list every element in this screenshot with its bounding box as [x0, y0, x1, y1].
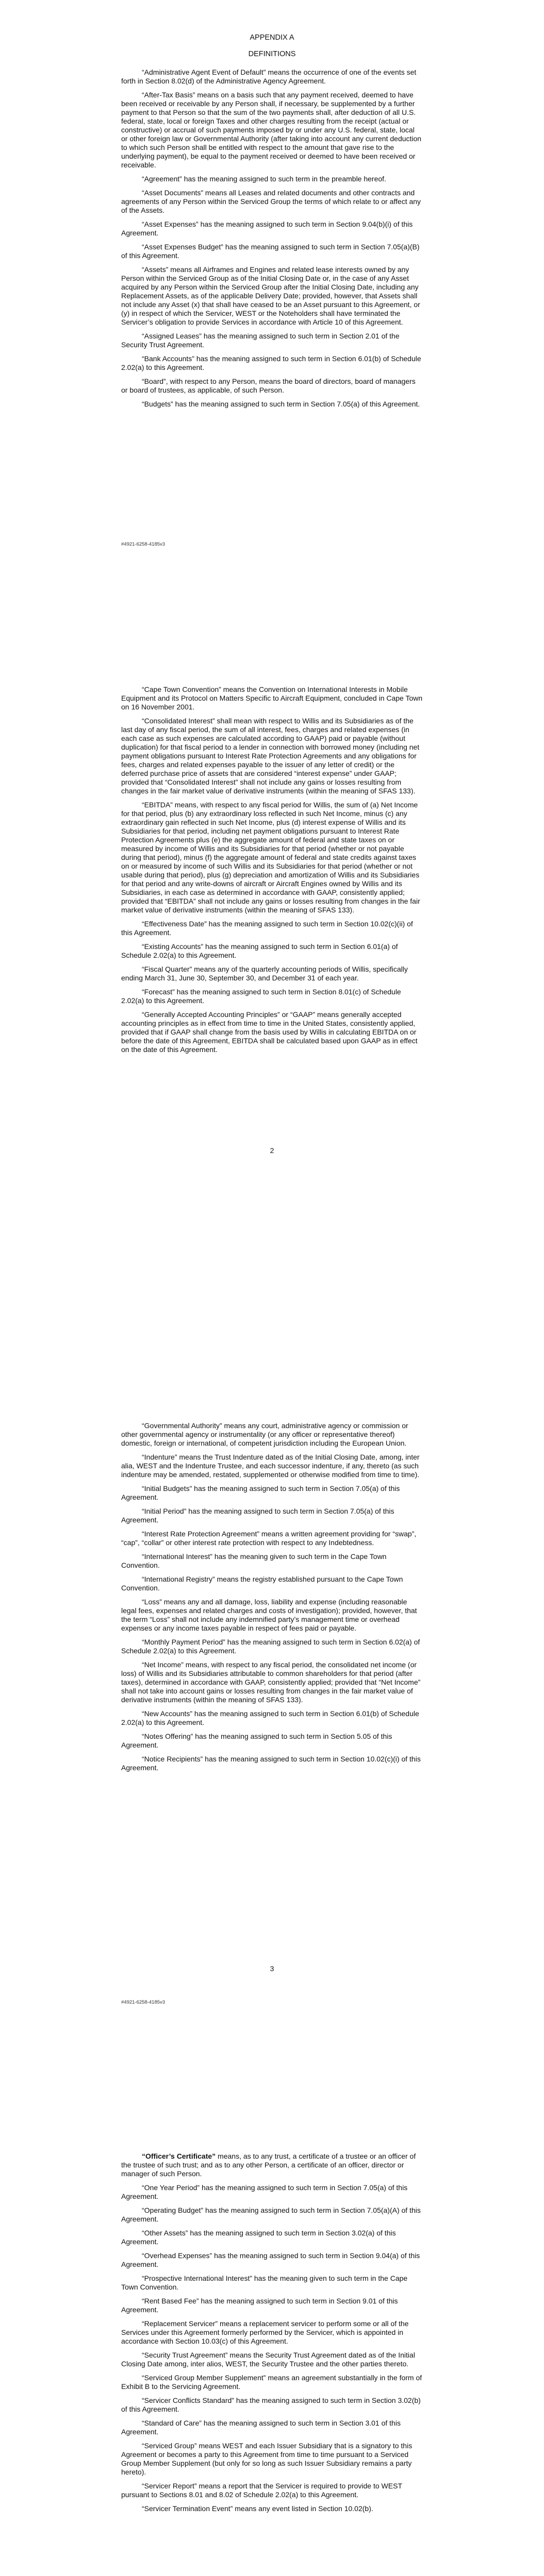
defined-term: “Asset Expenses”: [142, 220, 199, 228]
defined-term: “Overhead Expenses”: [142, 2251, 212, 2260]
defined-term: “Assets”: [142, 265, 169, 274]
defined-term: “Prospective International Interest”: [142, 2274, 252, 2282]
defined-term: “Servicer Termination Event”: [142, 2504, 233, 2513]
defined-term: “New Accounts”: [142, 1709, 193, 1718]
defined-term: “Serviced Group Member Supplement”: [142, 2374, 266, 2382]
definition-entry: [121, 91, 423, 170]
definition-entry: [121, 1732, 423, 1750]
defined-term: “Servicer Conflicts Standard”: [142, 2396, 234, 2404]
definition-text: has the meaning assigned to such term in Section 7.05(a) of this Agreement.: [121, 1507, 394, 1524]
definition-entry: [121, 189, 423, 215]
definition-text: means any court, administrative agency or commission or other governmental agency or instrumentality (or any officer or representative thereof) domestic, foreign or international, of competent jurisdiction including the European Union.: [121, 1421, 408, 1447]
page-number: 2: [270, 1146, 274, 1155]
definition-text: has the meaning assigned to such term in Section 7.05(a) of this Agreement.: [121, 2183, 408, 2200]
definition-text: means any and all damage, loss, liability and expense (including reasonable legal fees, expenses and related charges and costs of investigation); provided, however, that the term “Loss” shall not include any indemnified party’s management time or overhead expenses or any income taxes payable in respect of fees paid or payable.: [121, 1598, 417, 1632]
defined-term: “Budgets”: [142, 400, 173, 408]
definition-entry: [121, 1598, 423, 1633]
definition-text: has the meaning assigned to such term in Section 3.01 of this Agreement.: [121, 2419, 401, 2436]
defined-term: “Servicer Report”: [142, 2482, 197, 2490]
definition-entry: [121, 1709, 423, 1727]
definition-entry: [121, 2396, 423, 2414]
definition-text: has the meaning assigned to such term in Section 8.01(c) of Schedule 2.02(a) to this Agreement.: [121, 988, 401, 1005]
defined-term: “Asset Expenses Budget”: [142, 243, 223, 251]
definition-entry: [121, 2319, 423, 2346]
definition-text: means an agreement substantially in the form of Exhibit B to the Servicing Agreement.: [121, 2374, 422, 2391]
definition-entry: [121, 2297, 423, 2314]
defined-term: “After-Tax Basis”: [142, 91, 195, 99]
definition-entry: [121, 2183, 423, 2201]
definition-entry: [121, 965, 423, 982]
defined-term: “International Registry”: [142, 1575, 215, 1583]
defined-term: “Interest Rate Protection Agreement”: [142, 1530, 259, 1538]
definition-entry: [121, 1575, 423, 1592]
document-id: #4921-6258-4185v3: [121, 1999, 166, 2005]
definition-entry: [121, 2504, 423, 2513]
page-2-body: [121, 685, 423, 1059]
definitions-list: [121, 1421, 423, 1772]
definition-text: means the occurrence of one of the events set forth in Section 8.02(d) of the Administrative Agency Agreement.: [121, 68, 417, 85]
definition-text: has the meaning assigned to such term in Section 6.02(a) of Schedule 2.02(a) to this Agreement.: [121, 1638, 420, 1655]
definition-text: has the meaning assigned to such term in Section 3.02(b) of this Agreement.: [121, 2396, 421, 2413]
definition-entry: [121, 243, 423, 260]
definition-entry: [121, 942, 423, 960]
defined-term: “Standard of Care”: [142, 2419, 202, 2427]
definition-entry: [121, 1638, 423, 1655]
defined-term: “Other Assets”: [142, 2229, 188, 2237]
defined-term: “Consolidated Interest”: [142, 717, 215, 725]
definition-text: shall mean with respect to Willis and its Subsidiaries as of the last day of any fiscal period, the sum of all interest, fees, charges and related expenses (in each case as such expenses are calculated according to GAAP) paid or payable (without duplication) for that fiscal period to a lender in connection with borrowed money (including net payment obligations pursuant to Interest Rate Protection Agreements and any obligations for fees, charges and related expenses payable to the issuer of any letter of credit) or the deferred purchase price of assets that are considered “interest expense” under GAAP; provided that “Consolidated Interest” shall not include any gains or losses resulting from changes in the fair market value of derivative instruments (within the meaning of SFAS 133).: [121, 717, 420, 795]
page-1-body: [121, 33, 423, 414]
defined-term: “Cape Town Convention”: [142, 685, 221, 693]
definition-entry: [121, 920, 423, 937]
defined-term: “Security Trust Agreement”: [142, 2351, 228, 2359]
definition-text: means all Airframes and Engines and related lease interests owned by any Person within the Serviced Group as of the Initial Closing Date or, in the case of any Asset acquired by any Person within the Serviced Group after the Initial Closing Date, including any Replacement Assets, as of the applicable Delivery Date; provided, however, that Assets shall not include any Asset (x) that shall have ceased to be an Asset pursuant to this Agreement, or (y) in respect of which the Servicer, WEST or the Noteholders shall have terminated the Servicer’s obligation to provide Services in accordance with Article 10 of this Agreement.: [121, 265, 420, 326]
definition-entry: [121, 2274, 423, 2292]
definitions-list: [121, 68, 423, 409]
definition-text: means WEST and each Issuer Subsidiary that is a signatory to this Agreement or becomes a party to this Agreement from time to time pursuant to a Serviced Group Member Supplement (but only for so long as such Issuer Subsidiary remains a party hereto).: [121, 2442, 413, 2476]
definition-text: has the meaning assigned to such term in Section 7.05(a)(A) of this Agreement.: [121, 2206, 421, 2223]
definition-entry: [121, 2442, 423, 2477]
defined-term: “Bank Accounts”: [142, 354, 194, 363]
page-3-body: [121, 1421, 423, 1777]
definition-entry: [121, 175, 423, 183]
definition-text: has the meaning assigned to such term in Section 6.01(b) of Schedule 2.02(a) to this Agreement.: [121, 1709, 419, 1726]
definition-text: means the Security Trust Agreement dated as of the Initial Closing Date among, inter alios, WEST, the Security Trustee and the other parties thereto.: [121, 2351, 415, 2368]
definition-text: means all Leases and related documents and other contracts and agreements of any Person within the Serviced Group the terms of which relate to or affect any of the Assets.: [121, 189, 421, 214]
definition-entry: [121, 2419, 423, 2436]
defined-term: “Notice Recipients”: [142, 1755, 203, 1763]
definition-text: has the meaning given to such term in the Cape Town Convention.: [121, 1552, 387, 1569]
definitions-heading: DEFINITIONS: [248, 50, 296, 58]
definition-text: means the registry established pursuant to the Cape Town Convention.: [121, 1575, 403, 1592]
definition-text: has the meaning assigned to such term in Section 3.02(a) of this Agreement.: [121, 2229, 396, 2246]
defined-term: “Governmental Authority”: [142, 1421, 222, 1430]
definition-entry: [121, 377, 423, 395]
definition-text: has the meaning assigned to such term in Section 9.04(a) of this Agreement.: [121, 2251, 420, 2268]
definition-text: has the meaning assigned to such term in Section 5.05 of this Agreement.: [121, 1732, 392, 1749]
defined-term: “Serviced Group”: [142, 2442, 197, 2450]
definition-text: means, as to any trust, a certificate of a trustee or an officer of the trustee of such trust; and as to any other Person, a certificate of an officer, director or manager of such Person.: [121, 2152, 416, 2178]
definition-entry: [121, 400, 423, 409]
definition-entry: [121, 1507, 423, 1524]
definition-entry: [121, 2351, 423, 2368]
definition-text: means any event listed in Section 10.02(b).: [233, 2504, 373, 2513]
definition-text: , with respect to any Person, means the board of directors, board of managers or board of trustees, as applicable, of such Person.: [121, 377, 416, 394]
definition-entry: [121, 1421, 423, 1448]
defined-term: “Replacement Servicer”: [142, 2319, 218, 2328]
definition-entry: [121, 332, 423, 349]
definition-entry: [121, 1552, 423, 1570]
page-1: [0, 0, 544, 659]
defined-term: “Operating Budget”: [142, 2206, 204, 2214]
page-number: 3: [270, 1964, 274, 1973]
definitions-list: [121, 685, 423, 1054]
defined-term: “Forecast”: [142, 988, 175, 996]
definition-text: has the meaning assigned to such term in Section 9.01 of this Agreement.: [121, 2297, 398, 2314]
definition-entry: [121, 2374, 423, 2391]
definition-entry: [121, 2206, 423, 2224]
defined-term: “Asset Documents”: [142, 189, 204, 197]
page-3: [0, 1404, 544, 2063]
definition-text: has the meaning assigned to such term in Section 6.01(b) of Schedule 2.02(a) to this Agreement.: [121, 354, 421, 371]
definition-entry: [121, 988, 423, 1005]
definition-text: has the meaning given to such term in the Cape Town Convention.: [121, 2274, 408, 2291]
definition-text: has the meaning assigned to such term in Section 7.05(a)(B) of this Agreement.: [121, 243, 420, 260]
definition-text: has the meaning assigned to such term in Section 10.02(c)(i) of this Agreement.: [121, 1755, 421, 1772]
definition-entry: [121, 801, 423, 914]
definition-entry: [121, 717, 423, 795]
definition-entry: [121, 1660, 423, 1704]
page-2: [0, 665, 544, 1324]
definition-entry: [121, 1453, 423, 1479]
definition-text: has the meaning assigned to such term in Section 9.04(b)(i) of this Agreement.: [121, 220, 413, 237]
document-id: #4921-6258-4185v3: [121, 541, 166, 547]
defined-term: “Officer’s Certificate”: [142, 2152, 216, 2160]
definition-entry: [121, 220, 423, 238]
defined-term: “Effectiveness Date”: [142, 920, 207, 928]
defined-term: “Indenture”: [142, 1453, 177, 1461]
definition-entry: [121, 1530, 423, 1547]
definition-text: means a written agreement providing for “swap”, “cap”, “collar” or other interest rate protection with respect to any Indebtedness.: [121, 1530, 417, 1547]
definition-text: means any of the quarterly accounting periods of Willis, specifically ending March 31, June 30, September 30, and December 31 of each year.: [121, 965, 408, 982]
definition-entry: [121, 265, 423, 327]
definition-entry: [121, 354, 423, 372]
definition-entry: [121, 68, 423, 86]
defined-term: “Agreement”: [142, 175, 182, 183]
definition-text: means a report that the Servicer is required to provide to WEST pursuant to Sections 8.01 and 8.02 of Schedule 2.02(a) to this Agreement.: [121, 2482, 402, 2499]
defined-term: “Fiscal Quarter”: [142, 965, 192, 973]
definition-entry: [121, 2229, 423, 2246]
definition-text: means, with respect to any fiscal period for Willis, the sum of (a) Net Income for that period, plus (b) any extraordinary loss reflected in such Net Income, minus (c) any extraordinary gain reflected in such Net Income, plus (d) interest expense of Willis and its Subsidiaries for that period, including net payment obligations pursuant to Interest Rate Protection Agreements plus (e) the aggregate amount of federal and state taxes on or measured by income of Willis and its Subsidiaries for that period (whether or not payable during that period), minus (f) the aggregate amount of federal and state credits against taxes on or measured by income of such Willis and its Subsidiaries for that period (whether or not usable during that period), plus (g) depreciation and amortization of Willis and its Subsidiaries for that period and any write-downs of aircraft or Aircraft Engines owned by Willis and its Subsidiaries, in each case as determined in accordance with GAAP, consistently applied; provided that “EBITDA” shall not include any gains or losses resulting from changes in the fair market value of derivative instruments (within the meaning of SFAS 133).: [121, 801, 420, 914]
definition-entry: [121, 1010, 423, 1054]
definition-entry: [121, 1755, 423, 1772]
defined-term: “Generally Accepted Accounting Principles” or “GAAP”: [142, 1010, 316, 1019]
defined-term: “International Interest”: [142, 1552, 212, 1561]
definition-text: means generally accepted accounting principles as in effect from time to time in the United States, consistently applied, provided that if GAAP shall change from the basis used by Willis in calculating EBITDA on or before the date of this Agreement, EBITDA shall be calculated based upon GAAP as in effect on the date of this Agreement.: [121, 1010, 418, 1054]
definitions-list: [121, 2152, 423, 2513]
defined-term: “Loss”: [142, 1598, 162, 1606]
definition-text: has the meaning assigned to such term in Section 2.01 of the Security Trust Agreement.: [121, 332, 400, 349]
definition-entry: [121, 2152, 423, 2178]
defined-term: “Notes Offering”: [142, 1732, 193, 1740]
defined-term: “Administrative Agent Event of Default”: [142, 68, 266, 76]
definition-text: has the meaning assigned to such term in Section 7.05(a) of this Agreement.: [173, 400, 420, 408]
page-4-body: [121, 2152, 423, 2518]
definition-text: has the meaning assigned to such term in Section 7.05(a) of this Agreement.: [121, 1484, 400, 1501]
defined-term: “Rent Based Fee”: [142, 2297, 199, 2305]
definition-entry: [121, 2251, 423, 2269]
page-4: [0, 2130, 544, 2576]
definition-text: means the Convention on International Interests in Mobile Equipment and its Protocol on Matters Specific to Aircraft Equipment, concluded in Cape Town on 16 November 2001.: [121, 685, 423, 711]
definition-text: has the meaning assigned to such term in Section 6.01(a) of Schedule 2.02(a) to this Agreement.: [121, 942, 398, 959]
definition-text: has the meaning assigned to such term in the preamble hereof.: [182, 175, 386, 183]
definition-entry: [121, 2482, 423, 2499]
definition-entry: [121, 685, 423, 711]
defined-term: “EBITDA”: [142, 801, 173, 809]
definition-text: means, with respect to any fiscal period, the consolidated net income (or loss) of Willis and its Subsidiaries attributable to common shareholders for that period (after taxes), determined in accordance with GAAP, consistently applied; provided that “Net Income” shall not take into account gains or losses resulting from changes in the fair market value of derivative instruments (within the meaning of SFAS 133).: [121, 1660, 421, 1704]
defined-term: “Initial Budgets”: [142, 1484, 192, 1493]
appendix-heading: APPENDIX A: [250, 33, 294, 42]
defined-term: “Board”: [142, 377, 166, 385]
defined-term: “Existing Accounts”: [142, 942, 204, 951]
defined-term: “One Year Period”: [142, 2183, 200, 2192]
definition-entry: [121, 1484, 423, 1502]
definition-text: has the meaning assigned to such term in Section 10.02(c)(ii) of this Agreement.: [121, 920, 413, 937]
defined-term: “Monthly Payment Period”: [142, 1638, 225, 1646]
definition-text: means the Trust Indenture dated as of the Initial Closing Date, among, inter alia, WEST and the Indenture Trustee, and each successor indenture, if any, thereto (as such indenture may be amended, restated, supplemented or otherwise modified from time to time).: [121, 1453, 420, 1479]
defined-term: “Assigned Leases”: [142, 332, 202, 340]
defined-term: “Net Income”: [142, 1660, 184, 1669]
definition-text: means on a basis such that any payment received, deemed to have been received or receivable by any Person shall, if necessary, be supplemented by a further payment to that Person so that the sum of the two payments shall, after deduction of all U.S. federal, state, local or foreign Taxes and other charges resulting from the receipt (actual or constructive) or accrual of such payments imposed by or under any U.S. federal, state, local or other foreign law or Governmental Authority (after taking into account any current deduction to which such Person shall be entitled with respect to the amount that gave rise to the underlying payment), be equal to the payment received or deemed to have been received or receivable.: [121, 91, 422, 169]
definition-text: means a replacement servicer to perform some or all of the Services under this Agreement formerly performed by the Servicer, which is appointed in accordance with Section 10.03(c) of this Agreement.: [121, 2319, 409, 2345]
defined-term: “Initial Period”: [142, 1507, 187, 1515]
